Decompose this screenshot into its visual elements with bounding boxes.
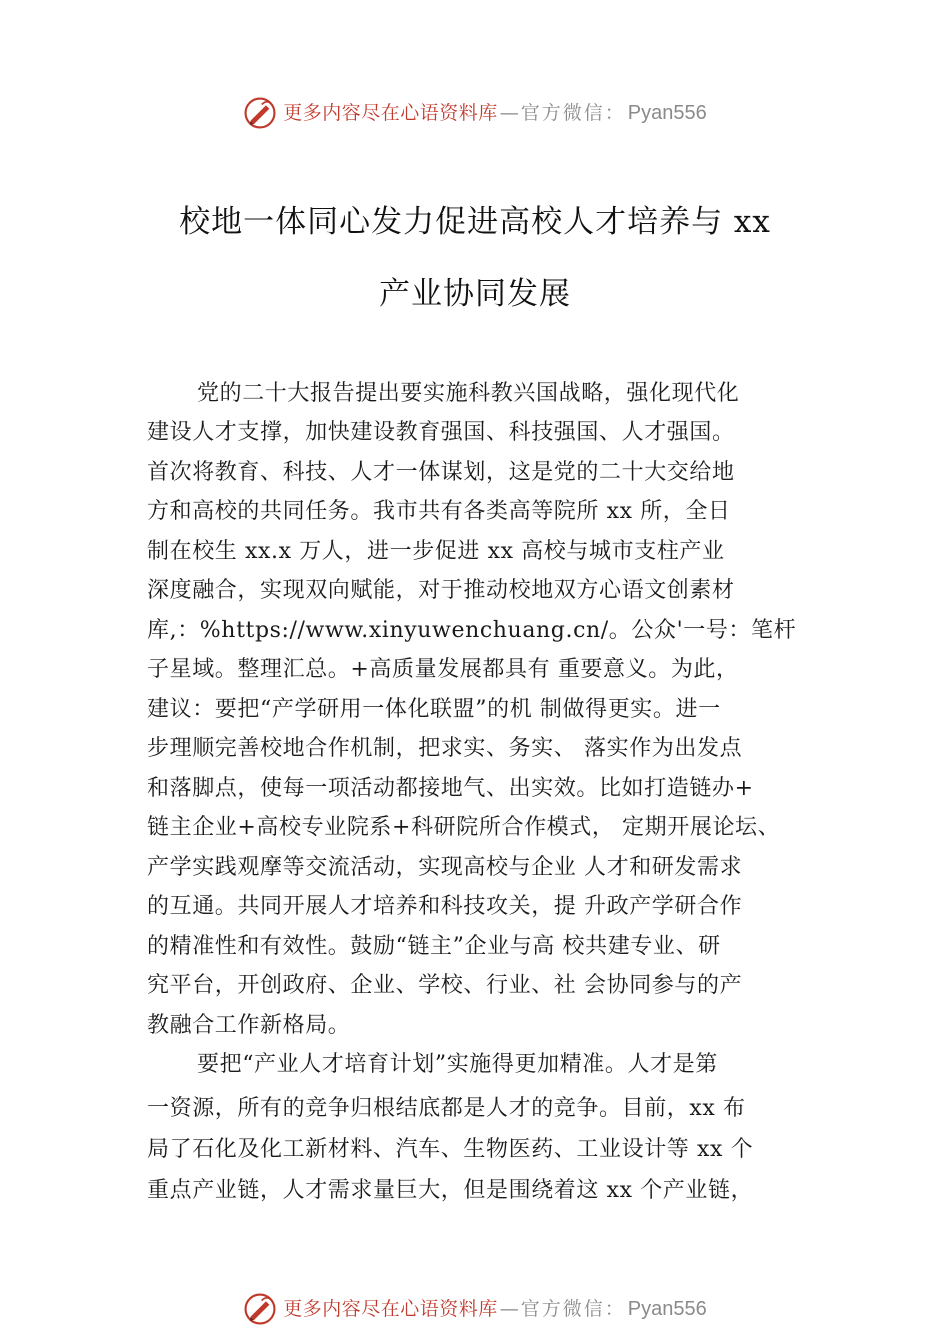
body-line: 教融合工作新格局。 bbox=[147, 1013, 351, 1038]
banner-wechat-label: 官方微信 bbox=[520, 1297, 605, 1320]
body-line: 党的二十大报告提出要实施科教兴国战略，强化现代化 bbox=[197, 381, 740, 406]
body-line: 的互通。共同开展人才培养和科技攻关，提 升政产学研合作 bbox=[147, 894, 743, 919]
banner-wechat-label: 官方微信 bbox=[520, 101, 605, 124]
body-line: 库,：%https://www.xinyuwenchuang.cn/。公众'一号：笔杆 bbox=[147, 618, 797, 643]
body-line: 方和高校的共同任务。我市共有各类高等院所 xx 所，全日 bbox=[147, 499, 731, 524]
body-line: 制在校生 xx.x 万人，进一步促进 xx 高校与城市支柱产业 bbox=[147, 539, 725, 564]
pen-logo-icon bbox=[243, 96, 277, 130]
body-line: 建议：要把“产学研用一体化联盟”的机 制做得更实。进一 bbox=[147, 697, 721, 722]
document-title-line-2: 产业协同发展 bbox=[379, 276, 571, 312]
banner-dash: — bbox=[499, 101, 519, 124]
body-line: 深度融合，实现双向赋能，对于推动校地双方心语文创素材 bbox=[147, 578, 735, 603]
body-line: 重点产业链，人才需求量巨大，但是围绕着这 xx 个产业链， bbox=[147, 1178, 754, 1203]
banner-colon: ： bbox=[604, 1297, 624, 1320]
body-line: 局了石化及化工新材料、汽车、生物医药、工业设计等 xx 个 bbox=[147, 1137, 754, 1162]
banner-site-name: 更多内容尽在心语资料库 bbox=[283, 1297, 498, 1320]
banner-wechat-id: Pyan556 bbox=[627, 1298, 707, 1320]
document-title-line-1: 校地一体同心发力促进高校人才培养与 xx bbox=[179, 204, 771, 240]
header-banner bbox=[0, 96, 950, 130]
footer-banner bbox=[0, 1292, 950, 1326]
banner-site-name: 更多内容尽在心语资料库 bbox=[283, 101, 498, 124]
body-line: 建设人才支撑，加快建设教育强国、科技强国、人才强国。 bbox=[147, 420, 735, 445]
body-line: 产学实践观摩等交流活动，实现高校与企业 人才和研发需求 bbox=[147, 855, 743, 880]
banner-dash: — bbox=[499, 1297, 519, 1320]
body-line: 首次将教育、科技、人才一体谋划，这是党的二十大交给地 bbox=[147, 460, 735, 485]
body-line: 步理顺完善校地合作机制，把求实、务实、 落实作为出发点 bbox=[147, 736, 743, 761]
banner-colon: ： bbox=[604, 101, 624, 124]
banner-wechat-id: Pyan556 bbox=[627, 102, 707, 124]
body-line: 子星域。整理汇总。+高质量发展都具有 重要意义。为此， bbox=[147, 657, 739, 682]
pen-logo-icon bbox=[243, 1292, 277, 1326]
body-line: 究平台，开创政府、企业、学校、行业、社 会协同参与的产 bbox=[147, 973, 743, 998]
body-line: 的精准性和有效性。鼓励“链主”企业与高 校共建专业、研 bbox=[147, 934, 721, 959]
body-line: 链主企业+高校专业院系+科研院所合作模式， 定期开展论坛、 bbox=[147, 815, 781, 840]
body-line: 和落脚点，使每一项活动都接地气、出实效。比如打造链办+ bbox=[147, 776, 754, 801]
body-line: 要把“产业人才培育计划”实施得更加精准。人才是第 bbox=[197, 1052, 718, 1077]
body-line: 一资源，所有的竞争归根结底都是人才的竞争。目前，xx 布 bbox=[147, 1096, 746, 1121]
